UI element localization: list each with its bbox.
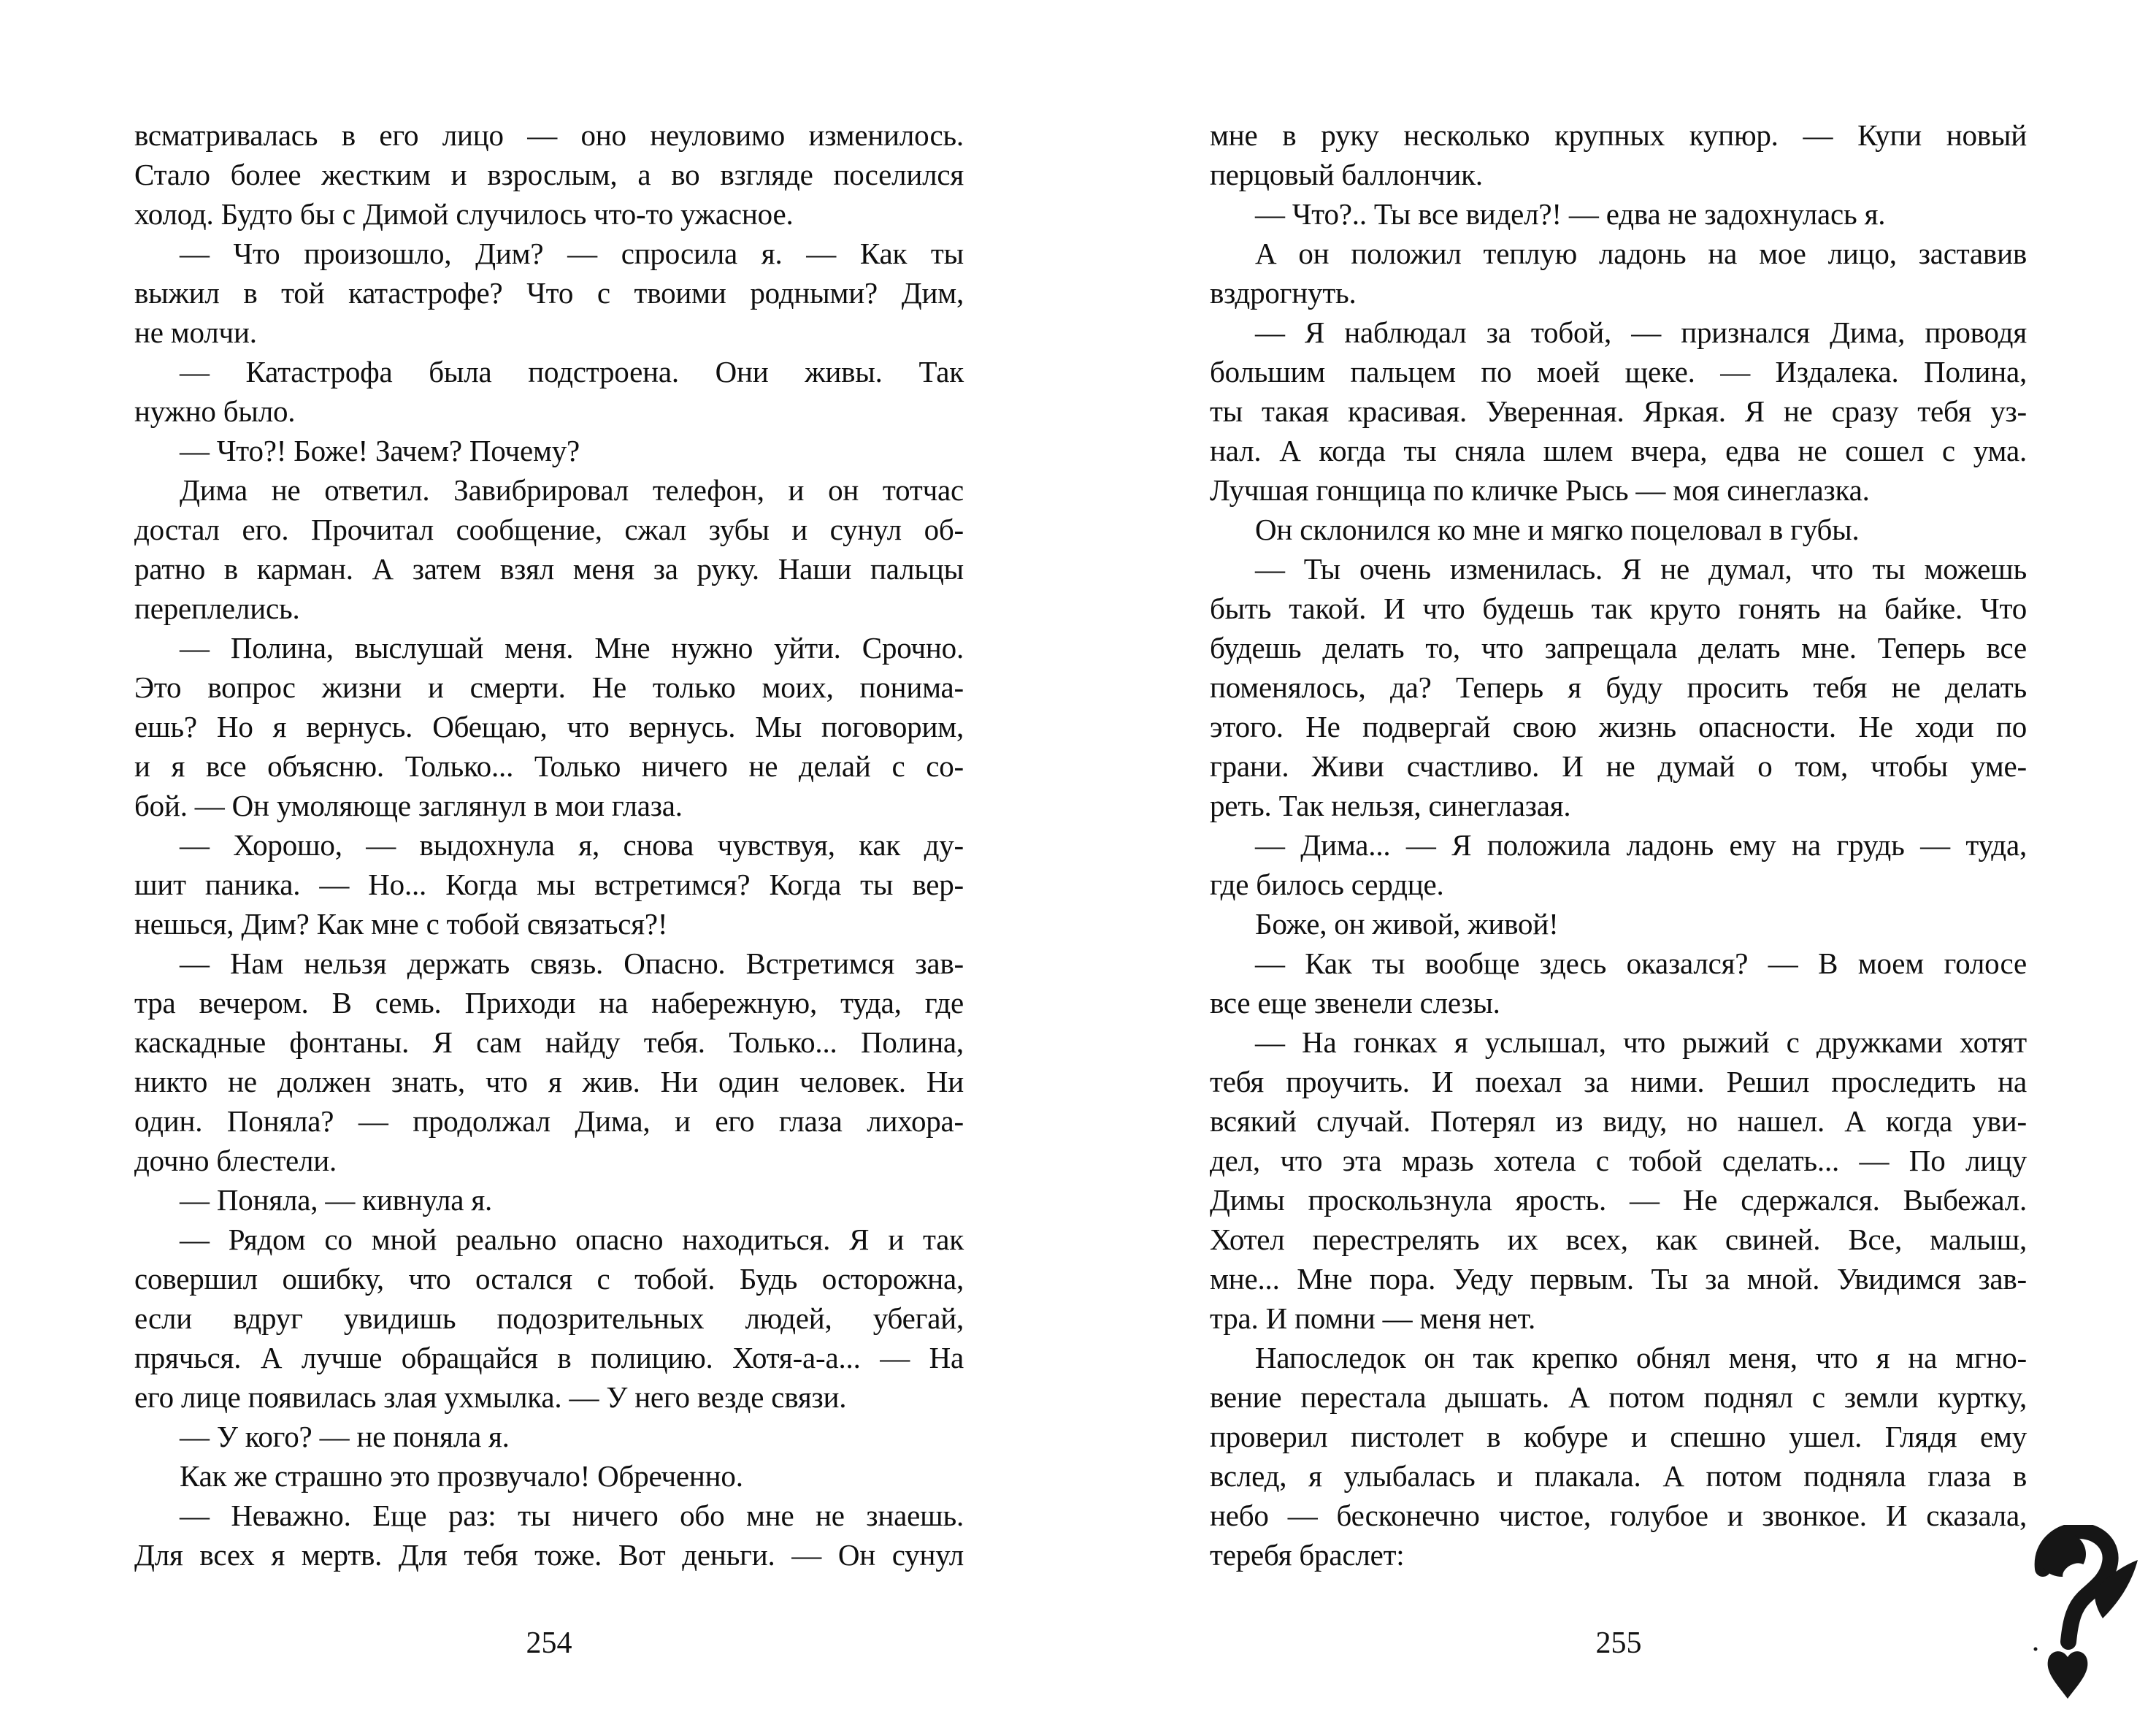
text-line: вслед, я улыбалась и плакала. А потом подняла глаза в <box>1210 1459 2027 1493</box>
text-line: — Рядом со мной реально опасно находиться. Я и так <box>180 1223 964 1256</box>
text-line: холод. Будто бы с Димой случилось что-то ужасное. <box>134 197 794 231</box>
text-line: перцовый баллончик. <box>1210 158 1483 191</box>
text-line: грани. Живи счастливо. И не думай о том, чтобы уме- <box>1210 749 2027 783</box>
text-line: — Что произошло, Дим? — спросила я. — Как ты <box>180 237 964 270</box>
text-line: нешься, Дим? Как мне с тобой связаться?! <box>134 907 668 941</box>
text-line: переплелись. <box>134 592 300 625</box>
text-line: нужно было. <box>134 394 296 428</box>
text-line: каскадные фонтаны. Я сам найду тебя. Только... Полина, <box>134 1025 964 1059</box>
page-right-text <box>1210 115 2027 1575</box>
text-line: шит паника. — Но... Когда мы встретимся? Когда ты вер- <box>134 868 964 901</box>
text-line: — Нам нельзя держать связь. Опасно. Встретимся зав- <box>180 946 964 980</box>
text-line: если вдруг увидишь подозрительных людей, убегай, <box>134 1301 964 1335</box>
text-line: Хотел перестрелять их всех, как свиней. Все, малыш, <box>1210 1223 2027 1256</box>
text-line: поменялось, да? Теперь я буду просить тебя не делать <box>1210 670 2027 704</box>
text-line: вение перестала дышать. А потом поднял с земли куртку, <box>1210 1380 2027 1414</box>
text-line: выжил в той катастрофе? Что с твоими родными? Дим, <box>134 276 964 310</box>
text-line: мне в руку несколько крупных купюр. — Купи новый <box>1210 118 2027 152</box>
text-line: бой. — Он умоляюще заглянул в мои глаза. <box>134 789 683 822</box>
text-line: ратно в карман. А затем взял меня за руку. Наши пальцы <box>134 552 964 586</box>
text-line: быть такой. И что будешь так круто гонять на байке. Что <box>1210 592 2027 625</box>
text-line: все еще звенели слезы. <box>1210 986 1500 1020</box>
text-line: — Что?! Боже! Зачем? Почему? <box>180 434 580 467</box>
text-line: — Дима... — Я положила ладонь ему на грудь — туда, <box>1255 828 2027 862</box>
text-line: Он склонился ко мне и мягко поцеловал в губы. <box>1255 513 1860 546</box>
text-line: — Хорошо, — выдохнула я, снова чувствуя, как ду- <box>180 828 964 862</box>
text-line: этого. Не подвергай свою жизнь опасности. Не ходи по <box>1210 710 2027 743</box>
text-line: ешь? Но я вернусь. Обещаю, что вернусь. Мы поговорим, <box>134 710 964 743</box>
text-line: Стало более жестким и взрослым, а во взгляде поселился <box>134 158 964 191</box>
text-line: — Что?.. Ты все видел?! — едва не задохнулась я. <box>1255 197 1886 231</box>
text-line: совершил ошибку, что остался с тобой. Будь осторожна, <box>134 1262 964 1296</box>
text-line: небо — бесконечно чистое, голубое и звонкое. И сказала, <box>1210 1499 2027 1532</box>
text-line: — Я наблюдал за тобой, — признался Дима, проводя <box>1255 315 2027 349</box>
text-line: — На гонках я услышал, что рыжий с дружками хотят <box>1255 1025 2027 1059</box>
text-line: всматривалась в его лицо — оно неуловимо изменилось. <box>134 118 964 152</box>
text-line: прячься. А лучше обращайся в полицию. Хотя-а-а... — На <box>134 1341 964 1374</box>
text-line: — Ты очень изменилась. Я не думал, что ты можешь <box>1255 552 2027 586</box>
text-line: реть. Так нельзя, синеглазая. <box>1210 789 1571 822</box>
page-number-left: 254 <box>526 1626 572 1660</box>
text-line: Дима не ответил. Завибрировал телефон, и он тотчас <box>180 473 964 507</box>
text-line: А он положил теплую ладонь на мое лицо, заставив <box>1255 237 2027 270</box>
text-line: где билось сердце. <box>1210 868 1444 901</box>
text-line: дочно блестели. <box>134 1144 337 1177</box>
text-line: большим пальцем по моей щеке. — Издалека. Полина, <box>1210 355 2027 389</box>
text-line: всякий случай. Потерял из виду, но нашел. А когда уви- <box>1210 1104 2027 1138</box>
page-left-text <box>134 115 964 1575</box>
text-line: Для всех я мертв. Для тебя тоже. Вот деньги. — Он сунул <box>134 1538 964 1572</box>
text-line: ты такая красивая. Уверенная. Яркая. Я не сразу тебя уз- <box>1210 394 2027 428</box>
page-number-right: 255 <box>1595 1626 1642 1660</box>
text-line: тра. И помни — меня нет. <box>1210 1301 1536 1335</box>
text-line: тебя проучить. И поехал за ними. Решил проследить на <box>1210 1065 2027 1098</box>
text-line: Лучшая гонщица по кличке Рысь — моя синеглазка. <box>1210 473 1870 507</box>
text-line: — Неважно. Еще раз: ты ничего обо мне не знаешь. <box>180 1499 964 1532</box>
text-line: Боже, он живой, живой! <box>1255 907 1559 941</box>
text-line: Это вопрос жизни и смерти. Не только моих, понима- <box>134 670 964 704</box>
text-line: один. Поняла? — продолжал Дима, и его глаза лихора- <box>134 1104 964 1138</box>
text-line: — Полина, выслушай меня. Мне нужно уйти. Срочно. <box>180 631 964 665</box>
text-line: будешь делать то, что запрещала делать мне. Теперь все <box>1210 631 2027 665</box>
text-line: не молчи. <box>134 315 257 349</box>
text-line: мне... Мне пора. Уеду первым. Ты за мной. Увидимся зав- <box>1210 1262 2027 1296</box>
text-line: никто не должен знать, что я жив. Ни один человек. Ни <box>134 1065 964 1098</box>
text-line: его лице появилась злая ухмылка. — У него везде связи. <box>134 1380 847 1414</box>
text-line: теребя браслет: <box>1210 1538 1405 1572</box>
text-line: — Как ты вообще здесь оказался? — В моем голосе <box>1255 946 2027 980</box>
text-line: — Катастрофа была подстроена. Они живы. Так <box>180 355 964 389</box>
text-line: Как же страшно это прозвучало! Обреченно. <box>180 1459 743 1493</box>
text-line: дел, что эта мразь хотела с тобой сделать... — По лицу <box>1210 1144 2027 1177</box>
text-line: — Поняла, — кивнула я. <box>180 1183 493 1217</box>
text-line: тра вечером. В семь. Приходи на набережную, туда, где <box>134 986 964 1020</box>
text-line: и я все объясню. Только... Только ничего не делай с со- <box>134 749 964 783</box>
text-line: — У кого? — не поняла я. <box>180 1420 510 1453</box>
question-mark-heart-flourish-icon <box>2030 1525 2147 1707</box>
text-line: достал его. Прочитал сообщение, сжал зубы и сунул об- <box>134 513 964 546</box>
text-line: Димы проскользнула ярость. — Не сдержался. Выбежал. <box>1210 1183 2027 1217</box>
text-line: вздрогнуть. <box>1210 276 1357 310</box>
text-line: Напоследок он так крепко обнял меня, что я на мгно- <box>1255 1341 2027 1374</box>
text-line: нал. А когда ты сняла шлем вчера, едва не сошел с ума. <box>1210 434 2027 467</box>
text-line: проверил пистолет в кобуре и спешно ушел. Глядя ему <box>1210 1420 2027 1453</box>
